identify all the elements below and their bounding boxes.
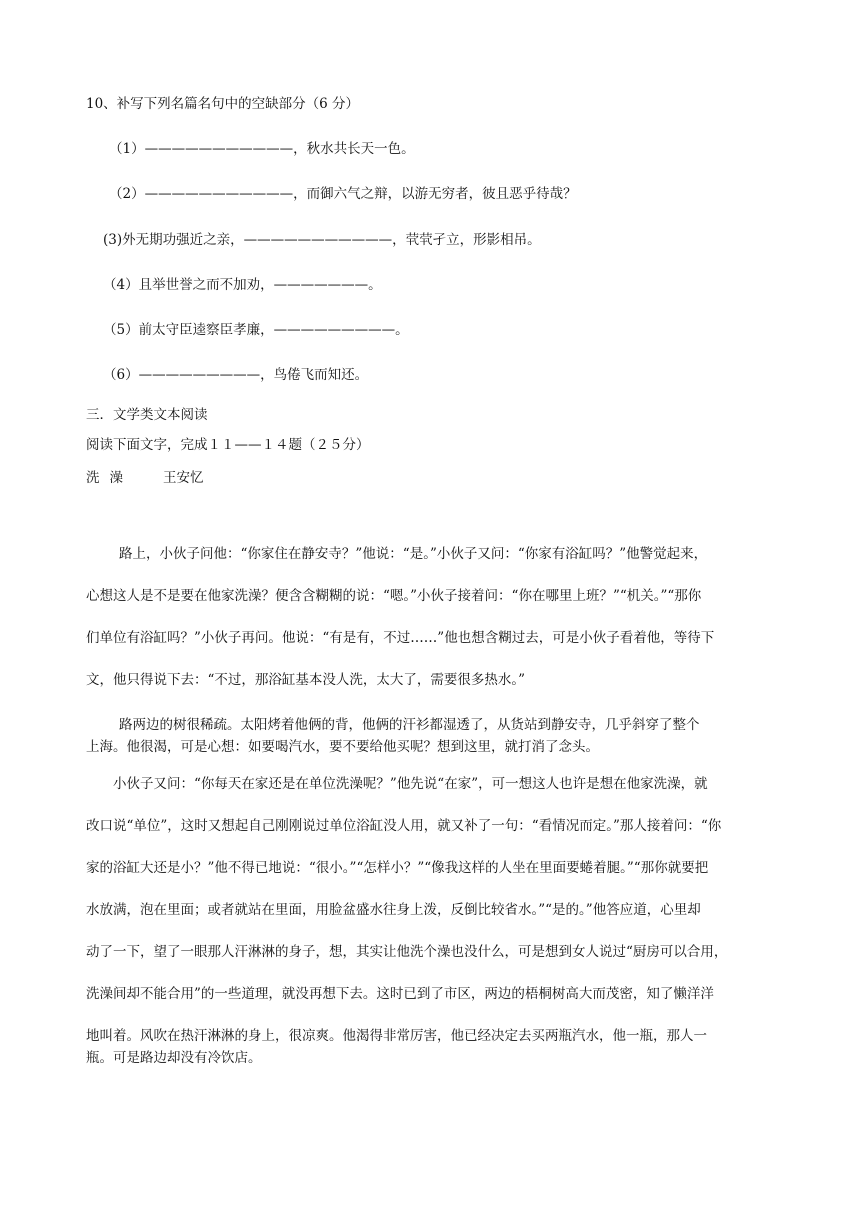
paragraph-line: 瓶。可是路边却没有冷饮店。 bbox=[86, 1050, 262, 1066]
paragraph-line: 水放满，泡在里面；或者就站在里面，用脸盆盛水往身上泼，反倒比较省水。”“是的。”他答应道，心里却 bbox=[86, 902, 701, 918]
paragraph-line: 动了一下，望了一眼那人汗淋淋的身子，想，其实让他洗个澡也没什么，可是想到女人说过“厨房可以合用， bbox=[86, 944, 728, 960]
question-10-heading: 10、补写下列名篇名句中的空缺部分（6 分） bbox=[86, 96, 360, 112]
paragraph-line: 家的浴缸大还是小？”他不得已地说：“很小。”“怎样小？”“像我这样的人坐在里面要蜷着腿。”“那你就要把 bbox=[86, 860, 709, 876]
question-item-3: (3)外无期功强近之亲，———————————，茕茕孑立，形影相吊。 bbox=[103, 232, 541, 248]
paragraph-3 bbox=[86, 775, 776, 1071]
section-instruction: 阅读下面文字，完成１１——１４题（２５分） bbox=[86, 437, 370, 453]
section-title: 三．文学类文本阅读 bbox=[86, 407, 208, 423]
paragraph-line: 路两边的树很稀疏。太阳烤着他俩的背，他俩的汗衫都湿透了，从货站到静安寺，几乎斜穿了整个 bbox=[119, 717, 700, 733]
article-title-char-1: 洗 bbox=[86, 470, 100, 486]
question-item-5: （5）前太守臣逵察臣孝廉，—————————。 bbox=[103, 322, 409, 338]
question-item-2: （2）———————————，而御六气之辩，以游无穷者，彼且恶乎待哉？ bbox=[109, 186, 577, 202]
paragraph-line: 心想这人是不是要在他家洗澡？便含含糊糊的说：“嗯。”小伙子接着问：“你在哪里上班？”“机关。”“那你 bbox=[86, 588, 702, 604]
paragraph-line: 文，他只得说下去：“不过，那浴缸基本没人洗，太大了，需要很多热水。” bbox=[86, 672, 526, 688]
paragraph-line: 改口说“单位”，这时又想起自己刚刚说过单位浴缸没人用，就又补了一句：“看情况而定。”那人接着问：“你 bbox=[86, 818, 722, 834]
question-item-4: （4）且举世誉之而不加劝，———————。 bbox=[103, 277, 382, 293]
article-author: 王安忆 bbox=[163, 470, 204, 486]
question-item-6: （6）—————————，鸟倦飞而知还。 bbox=[103, 367, 369, 383]
paragraph-line: 小伙子又问：“你每天在家还是在单位洗澡呢？”他先说“在家”，可一想这人也许是想在他家洗澡，就 bbox=[113, 776, 708, 792]
paragraph-2 bbox=[86, 716, 776, 760]
article-title-char-2: 澡 bbox=[109, 470, 123, 486]
paragraph-line: 们单位有浴缸吗？”小伙子再问。他说：“有是有，不过……”他也想含糊过去，可是小伙子看着他，等待下 bbox=[86, 630, 715, 646]
paragraph-line: 洗澡间却不能合用”的一些道理，就没再想下去。这时已到了市区，两边的梧桐树高大而茂密，知了懒洋洋 bbox=[86, 986, 714, 1002]
question-item-1: （1）———————————，秋水共长天一色。 bbox=[109, 141, 415, 157]
paragraph-line: 路上，小伙子问他：“你家住在静安寺？”他说：“是。”小伙子又问：“你家有浴缸吗？”他警觉起来， bbox=[119, 546, 708, 562]
paragraph-1 bbox=[86, 545, 776, 713]
paragraph-line: 地叫着。风吹在热汗淋淋的身上，很凉爽。他渴得非常厉害，他已经决定去买两瓶汽水，他一瓶，那人一 bbox=[86, 1028, 707, 1044]
paragraph-line: 上海。他很渴，可是心想：如要喝汽水，要不要给他买呢？想到这里，就打消了念头。 bbox=[86, 739, 599, 755]
article-title bbox=[86, 469, 204, 487]
